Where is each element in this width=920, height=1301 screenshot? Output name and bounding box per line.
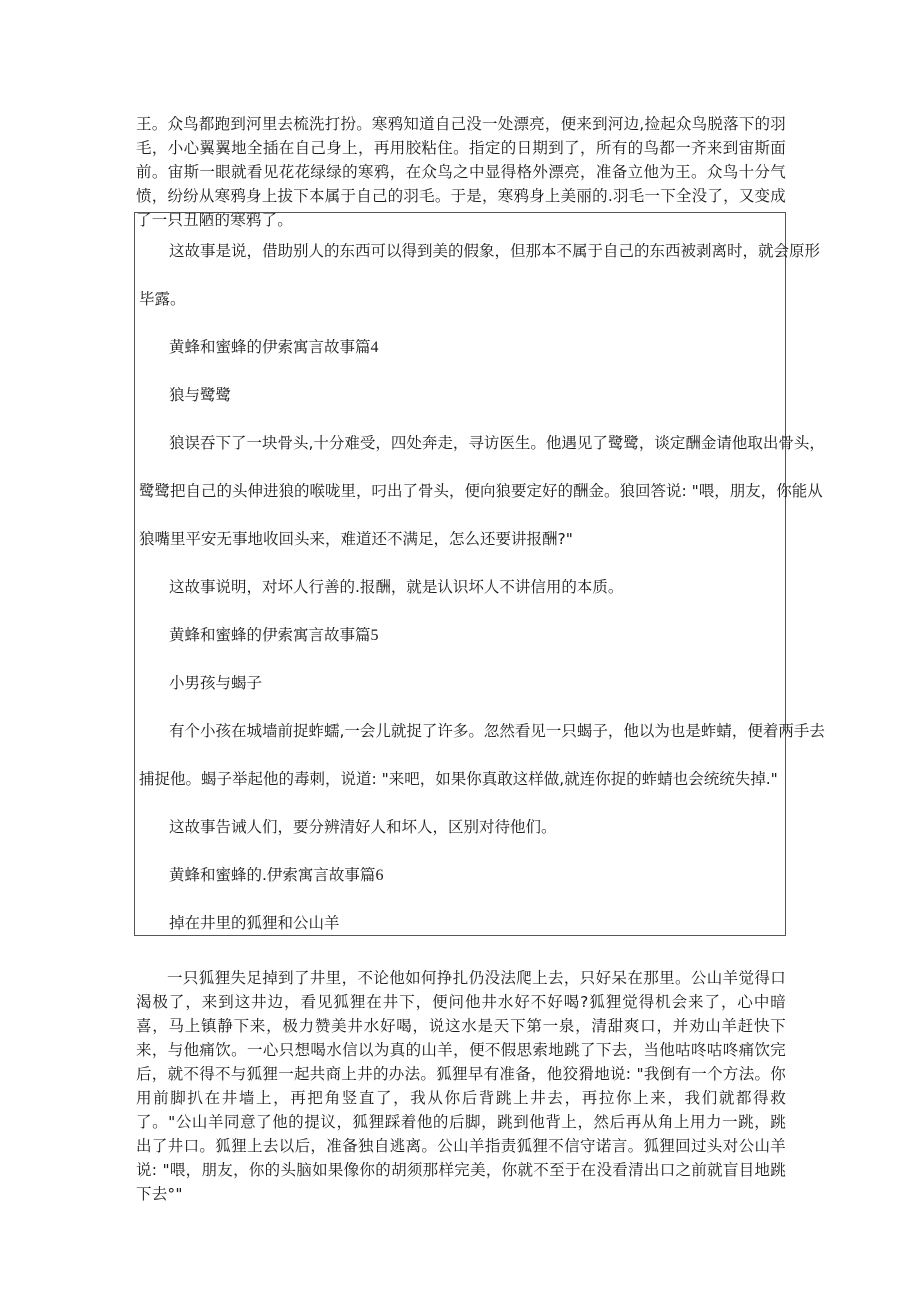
section-6-title-text: 黄蜂和蜜蜂的.伊索寓言故事篇 bbox=[169, 866, 376, 884]
section-4-title-num: 4 bbox=[370, 339, 379, 356]
moral-1-line-2: 毕露。 bbox=[139, 290, 186, 308]
section-5-title-text: 黄蜂和蜜蜂的伊索寓言故事篇 bbox=[169, 626, 371, 644]
top-paragraph: 王。众鸟都跑到河里去梳洗打扮。寒鸦知道自己没一处漂亮，便来到河边,捡起众鸟脱落下的羽毛，小心翼翼地全插在自己身上，再用胶粘住。指定的日期到了，所有的鸟都一齐来到宙斯面前。宙斯一眼就看见花花绿绿的寒鸦，在众鸟之中显得格外漂亮，准备立他为王。众鸟十分气愤，纷纷从寒鸦身上拔下本属于自己的羽毛。于是，寒鸦身上美丽的.羽毛一下全没了，又变成了一只丑陋的寒鸦了。 bbox=[136, 115, 786, 229]
story-6-title: 掉在井里的狐狸和公山羊 bbox=[169, 914, 340, 932]
moral-1-line-1: 这故事是说，借助别人的东西可以得到美的假象，但那本不属于自己的东西被剥离时，就会原形 bbox=[169, 242, 821, 260]
bottom-paragraph: 一只狐狸失足掉到了井里，不论他如何挣扎仍没法爬上去，只好呆在那里。公山羊觉得口渴极了，来到这井边，看见狐狸在井下，便问他井水好不好喝?狐狸觉得机会来了，心中暗喜，马上镇静下来，极力赞美井水好喝，说这水是天下第一泉，清甜爽口，并劝山羊赶快下来，与他痛饮。一心只想喝水信以为真的山羊，便不假思索地跳了下去，当他咕咚咕咚痛饮完后，就不得不与狐狸一起共商上井的办法。狐狸早有准备，他狡猾地说: "我倒有一个方法。你用前脚扒在井墙上，再把角竖直了，我从你后背跳上井去，再拉你上来，我们就都得救了。"公山羊同意了他的提议，狐狸踩着他的后脚，跳到他背上，然后再从角上用力一跳，跳出了井口。狐狸上去以后，准备独自逃离。公山羊指责狐狸不信守诺言。狐狸回过头对公山羊说: "喂，朋友，你的头脑如果像你的胡须那样完美，你就不至于在没看清出口之前就盲目地跳下去°" bbox=[136, 969, 786, 1203]
story-4-title: 狼与鹭鹭 bbox=[169, 386, 232, 404]
boxed-text-region bbox=[134, 212, 825, 936]
story-5-title: 小男孩与蝎子 bbox=[169, 674, 263, 692]
section-4-title-text: 黄蜂和蜜蜂的伊索寓言故事篇 bbox=[169, 338, 371, 356]
story-4-line-1: 狼误吞下了一块骨头,十分难受，四处奔走，寻访医生。他遇见了鹭鹭，谈定酬金请他取出骨头， bbox=[169, 434, 825, 452]
section-5-title bbox=[135, 625, 821, 646]
story-5-line-1: 有个小孩在城墙前捉蚱蠕,一会儿就捉了许多。忽然看见一只蝎子，他以为也是蚱蜻，便着两手去 bbox=[169, 722, 825, 740]
section-5-title-num: 5 bbox=[370, 627, 379, 644]
section-4-title bbox=[135, 337, 821, 358]
moral-4: 这故事说明，对坏人行善的.报酬，就是认识坏人不讲信用的本质。 bbox=[169, 578, 624, 596]
story-4-line-3: 狼嘴里平安无事地收回头来，难道还不满足，怎么还要讲报酬?" bbox=[139, 530, 573, 548]
moral-5: 这故事告诫人们，要分辨清好人和坏人，区别对待他们。 bbox=[169, 818, 557, 836]
section-6-title-num: 6 bbox=[375, 867, 384, 884]
story-5-line-2: 捕捉他。蝎子举起他的毒刺，说道: "来吧，如果你真敢这样做,就连你捉的蚱蜻也会统统失掉." bbox=[139, 770, 778, 788]
section-6-title bbox=[135, 865, 821, 886]
story-4-line-2: 鹭鹭把自己的头伸进狼的喉咙里，叼出了骨头，便向狼要定好的酬金。狼回答说: "喂，朋友，你能从 bbox=[139, 482, 823, 500]
